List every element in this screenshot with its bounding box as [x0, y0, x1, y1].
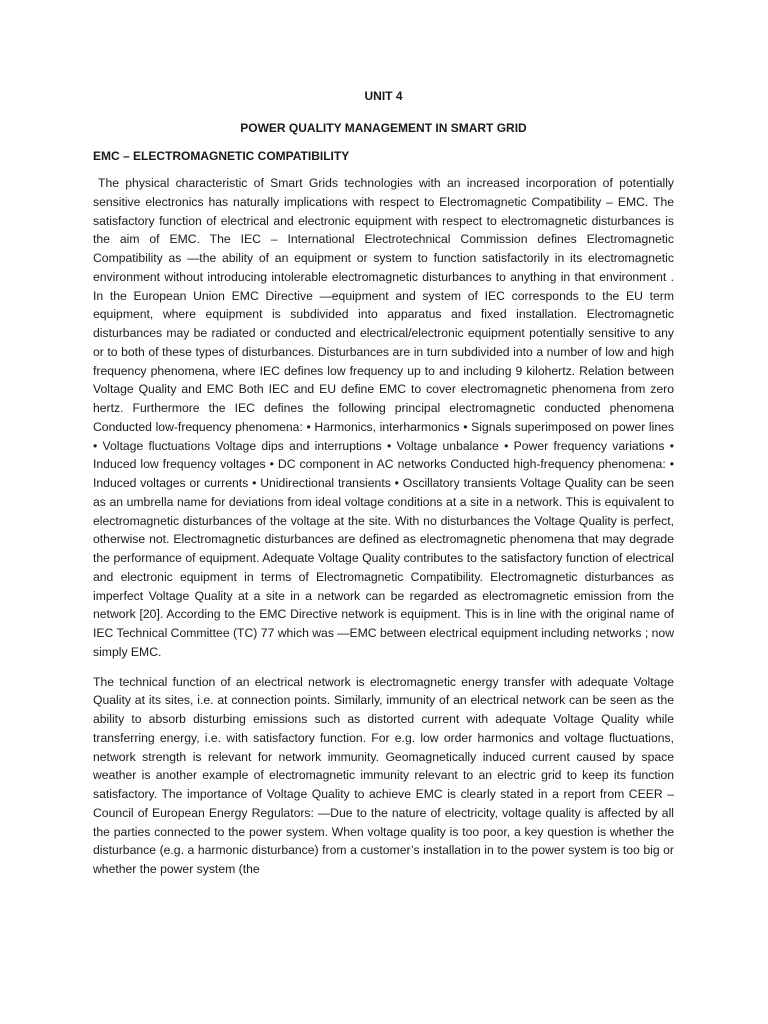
- chapter-title: POWER QUALITY MANAGEMENT IN SMART GRID: [240, 121, 527, 135]
- document-page: [93, 87, 674, 890]
- section-heading: EMC – ELECTROMAGNETIC COMPATIBILITY: [93, 149, 350, 163]
- paragraph-network-function: The technical function of an electrical network is electromagnetic energy transfer with adequate Voltage Quality at its sites, i.e. at connection points. Similarly, immunity of an electrical network can be seen as the ability to absorb disturbing emissions such as distorted current with adequate Voltage Quality while transferring energy, i.e. with satisfactory function. For e.g. low order harmonics and voltage fluctuations, network strength is relevant for network immunity. Geomagnetically induced current caused by space weather is another example of electromagnetic immunity relevant to an electric grid to keep its function satisfactory. The importance of Voltage Quality to achieve EMC is clearly stated in a report from CEER – Council of European Energy Regulators: —Due to the nature of electricity, voltage quality is affected by all the parties connected to the power system. When voltage quality is too poor, a key question is whether the disturbance (e.g. a harmonic disturbance) from a customer’s installation in to the power system is too big or whether the power system (the: [93, 674, 674, 876]
- unit-title: UNIT 4: [364, 89, 403, 103]
- paragraph-emc-definition: The physical characteristic of Smart Grids technologies with an increased incorporation of potentially sensitive electronics has naturally implications with respect to Electromagnetic Compatibility – EMC. The satisfactory function of electrical and electronic equipment with respect to electromagnetic disturbances is the aim of EMC. The IEC – International Electrotechnical Commission defines Electromagnetic Compatibility as —the ability of an equipment or system to function satisfactorily in its electromagnetic environment without introducing intolerable electromagnetic disturbances to anything in that environment . In the European Union EMC Directive —equipment and system of IEC corresponds to the EU term equipment, where equipment is subdivided into apparatus and fixed installation. Electromagnetic disturbances may be radiated or conducted and electrical/electronic equipment potentially sensitive to any or to both of these types of disturbances. Disturbances are in turn subdivided into a number of low and high frequency phenomena, where IEC defines low frequency up to and including 9 kilohertz. Relation between Voltage Quality and EMC Both IEC and EU define EMC to cover electromagnetic phenomena from zero hertz. Furthermore the IEC defines the following principal electromagnetic conducted phenomena Conducted low-frequency phenomena: • Harmonics, interharmonics • Signals superimposed on power lines • Voltage fluctuations Voltage dips and interruptions • Voltage unbalance • Power frequency variations • Induced low frequency voltages • DC component in AC networks Conducted high-frequency phenomena: • Induced voltages or currents • Unidirectional transients • Oscillatory transients Voltage Quality can be seen as an umbrella name for deviations from ideal voltage conditions at a site in a network. This is equivalent to electromagnetic disturbances of the voltage at the site. With no disturbances the Voltage Quality is perfect, otherwise not. Electromagnetic disturbances are defined as electromagnetic phenomena that may degrade the performance of equipment. Adequate Voltage Quality contributes to the satisfactory function of electrical and electronic equipment in terms of Electromagnetic Compatibility. Electromagnetic disturbances as imperfect Voltage Quality at a site in a network can be regarded as electromagnetic emission from the network [20]. According to the EMC Directive network is equipment. This is in line with the original name of IEC Technical Committee (TC) 77 which was —EMC between electrical equipment including networks ; now simply EMC.: [93, 176, 674, 659]
